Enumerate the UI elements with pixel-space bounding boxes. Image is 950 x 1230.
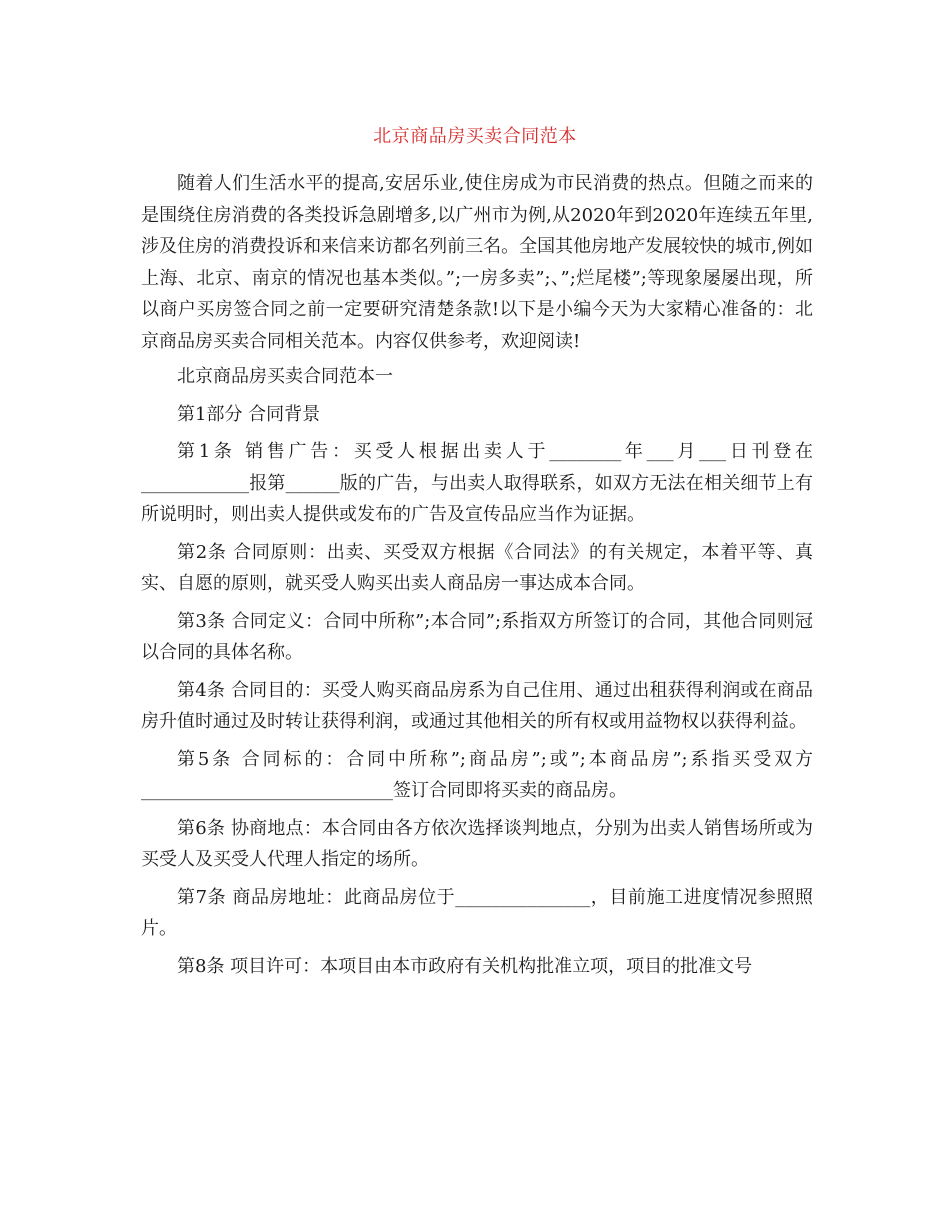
part-heading: 第1部分 合同背景 (177, 403, 321, 425)
article-2: 第2条 合同原则：出卖、买受双方根据《合同法》的有关规定，本着平等、真实、自愿的原则，就买受人购买出卖人商品房一事达成本合同。 (141, 541, 813, 594)
article-7: 第7条 商品房地址：此商品房位于_______________，目前施工进度情况参照照片。 (141, 886, 813, 939)
article-5: 第5条 合同标的：合同中所称”;商品房”;或”;本商品房”;系指买受双方____________________________签订合同即将买卖的商品房。 (141, 748, 813, 801)
article-6: 第6条 协商地点：本合同由各方依次选择谈判地点，分别为出卖人销售场所或为买受人及买受人代理人指定的场所。 (141, 817, 813, 870)
document-title: 北京商品房买卖合同范本 (373, 126, 577, 147)
document-body (141, 168, 813, 988)
section-heading: 北京商品房买卖合同范本一 (177, 366, 393, 387)
article-1: 第1条 销售广告：买受人根据出卖人于________年___月___日刊登在____________报第______版的广告，与出卖人取得联系，如双方无法在相关细节上有所说明时，则出卖人提供或发布的广告及宣传品应当作为证据。 (141, 441, 813, 525)
article-3: 第3条 合同定义：合同中所称”;本合同”;系指双方所签订的合同，其他合同则冠以合同的具体名称。 (141, 610, 813, 663)
article-4: 第4条 合同目的：买受人购买商品房系为自己住用、通过出租获得利润或在商品房升值时通过及时转让获得利润，或通过其他相关的所有权或用益物权以获得利益。 (141, 679, 813, 732)
intro-paragraph: 随着人们生活水平的提高,安居乐业,使住房成为市民消费的热点。但随之而来的是围绕住房消费的各类投诉急剧增多,以广州市为例,从2020年到2020年连续五年里,涉及住房的消费投诉和来信来访都名列前三名。全国其他房地产发展较快的城市,例如上海、北京、南京的情况也基本类似。”;一房多卖”;、”;烂尾楼”;等现象屡屡出现，所以商户买房签合同之前一定要研究清楚条款!以下是小编今天为大家精心准备的：北京商品房买卖合同相关范本。内容仅供参考，欢迎阅读! (141, 173, 813, 352)
article-8: 第8条 项目许可：本项目由本市政府有关机构批准立项，项目的批准文号 (177, 955, 753, 977)
